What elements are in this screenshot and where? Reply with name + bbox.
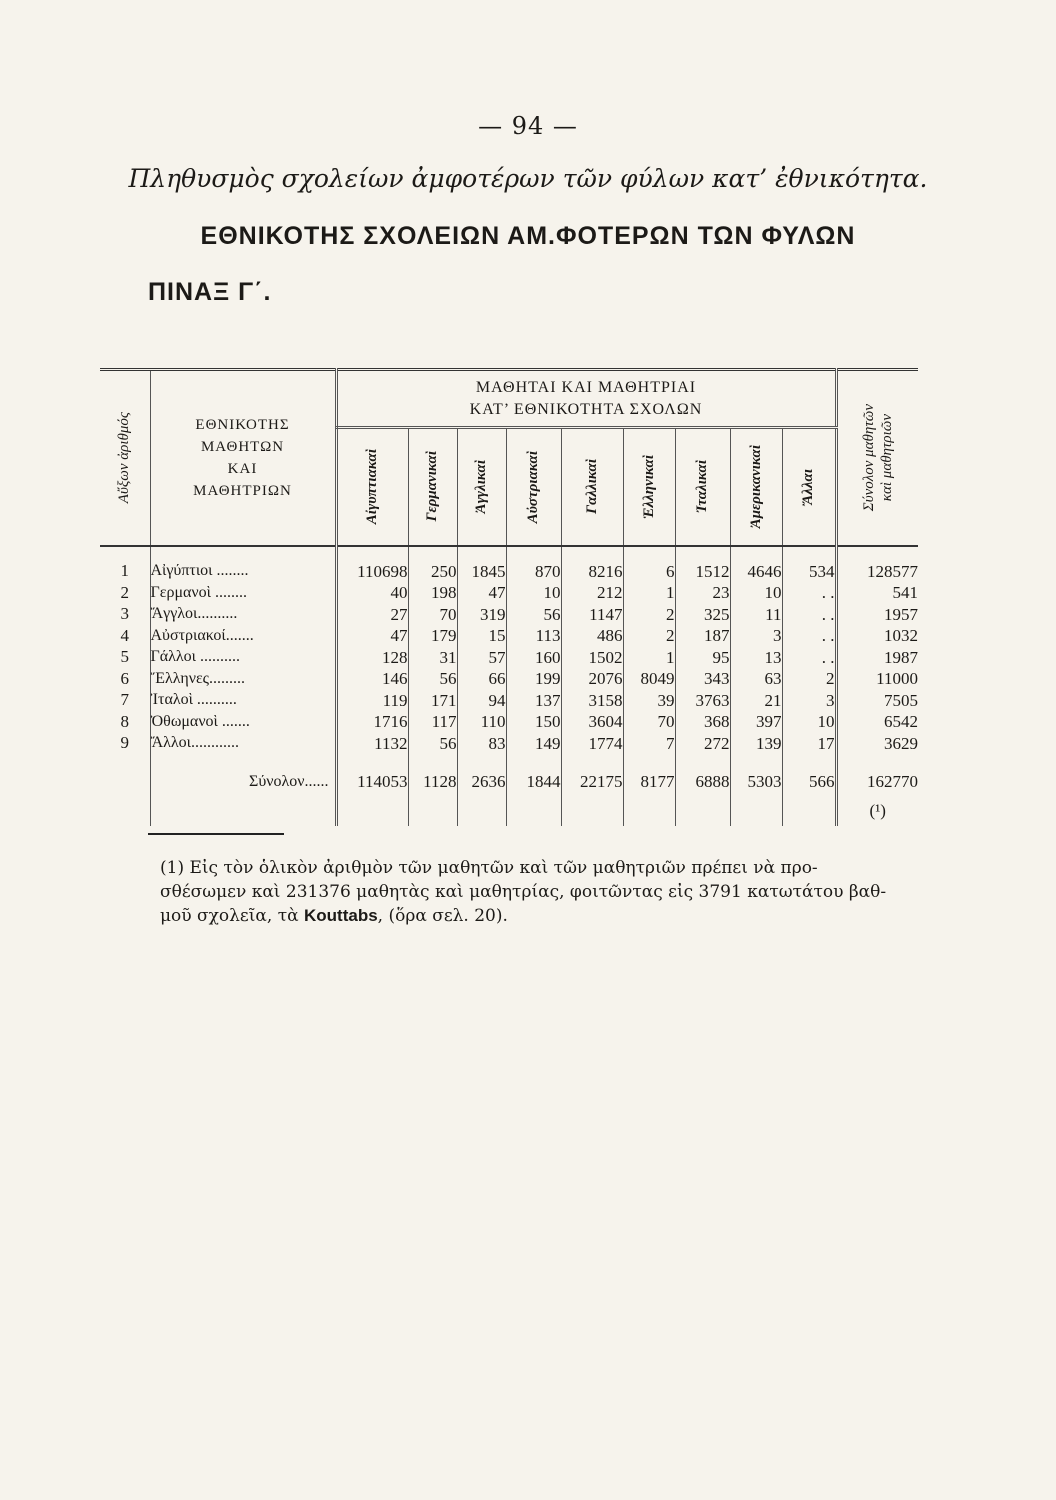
row-value: 47 — [457, 582, 506, 604]
page-subtitle: Πληθυσμὸς σχολείων ἀμφοτέρων τῶν φύλων κατ’ ἐθνικότητα. — [128, 164, 928, 193]
row-value: 95 — [675, 647, 730, 669]
row-value: 17 — [782, 733, 836, 755]
total-value: 8177 — [623, 768, 675, 796]
row-value: 57 — [457, 647, 506, 669]
row-value: 3763 — [675, 690, 730, 712]
row-value: 1132 — [336, 733, 408, 755]
row-value: 272 — [675, 733, 730, 755]
table-row — [100, 711, 918, 733]
row-value: 343 — [675, 668, 730, 690]
row-value: 21 — [730, 690, 782, 712]
row-value: 150 — [506, 711, 561, 733]
row-value: 1512 — [675, 561, 730, 583]
school-column-label: Ἄλλαι — [800, 468, 816, 505]
table-row — [100, 647, 918, 669]
row-value: 250 — [408, 561, 457, 583]
school-column-header — [506, 428, 561, 546]
row-nationality: Ἕλληνες......... — [150, 668, 336, 690]
footnote-rule — [148, 833, 284, 835]
table-row — [100, 733, 918, 755]
table-row — [100, 582, 918, 604]
footnote-bold-term: Kouttabs — [304, 906, 378, 925]
nationality-header-line: ΜΑΘΗΤΩΝ — [200, 438, 285, 455]
school-column-label: Αὐστριακαὶ — [525, 450, 541, 523]
row-value: 149 — [506, 733, 561, 755]
row-total: 1957 — [836, 604, 918, 626]
row-value: 2 — [782, 668, 836, 690]
row-total: 6542 — [836, 711, 918, 733]
row-value: 56 — [408, 668, 457, 690]
row-value: 66 — [457, 668, 506, 690]
row-value: 870 — [506, 561, 561, 583]
row-value: 6 — [623, 561, 675, 583]
school-column-header — [730, 428, 782, 546]
school-column-label: Γαλλικαὶ — [583, 459, 600, 515]
total-column-label — [860, 404, 896, 511]
table-row — [100, 668, 918, 690]
row-value: 110698 — [336, 561, 408, 583]
row-value: 146 — [336, 668, 408, 690]
school-group-header — [336, 370, 836, 428]
row-value: 3 — [730, 625, 782, 647]
row-nationality: Αὐστριακοί....... — [150, 625, 336, 647]
row-value: . . — [782, 582, 836, 604]
row-nationality: Ὀθωμανοὶ ....... — [150, 711, 336, 733]
row-value: 1147 — [561, 604, 623, 626]
footnote-text: , (ὅρα σελ. 20). — [377, 906, 508, 926]
school-column-label: Γερμανικαὶ — [424, 451, 440, 523]
row-index: 7 — [120, 690, 129, 710]
row-value: 2 — [623, 625, 675, 647]
total-row-label: Σύνολον...... — [150, 768, 336, 796]
school-column-label: Ἑλληνικαὶ — [640, 454, 657, 519]
row-value: 15 — [457, 625, 506, 647]
school-column-header — [782, 428, 836, 546]
row-value: 212 — [561, 582, 623, 604]
row-value: 56 — [408, 733, 457, 755]
row-value: 56 — [506, 604, 561, 626]
row-value: 31 — [408, 647, 457, 669]
row-value: 7 — [623, 733, 675, 755]
row-nationality: Ἄγγλοι.......... — [150, 604, 336, 626]
row-value: 199 — [506, 668, 561, 690]
row-total: 3629 — [836, 733, 918, 755]
row-value: 110 — [457, 711, 506, 733]
nationality-header-line: ΜΑΘΗΤΡΙΩΝ — [193, 482, 292, 499]
row-value: 8216 — [561, 561, 623, 583]
row-value: 368 — [675, 711, 730, 733]
row-value: 160 — [506, 647, 561, 669]
group-header-line: ΚΑΤ’ ΕΘΝΙΚΟΤΗΤΑ ΣΧΟΛΩΝ — [469, 400, 703, 418]
table-row — [100, 690, 918, 712]
row-value: 2 — [623, 604, 675, 626]
row-value: 10 — [782, 711, 836, 733]
total-header-line: Σύνολον μαθητῶν — [860, 404, 877, 512]
row-value: 3 — [782, 690, 836, 712]
page-number: — 94 — — [478, 112, 578, 140]
row-value: 179 — [408, 625, 457, 647]
row-value: 70 — [623, 711, 675, 733]
row-value: 47 — [336, 625, 408, 647]
total-value: 6888 — [675, 768, 730, 796]
school-column-label: Αἰγυπτιακαὶ — [364, 449, 380, 525]
row-index: 1 — [120, 561, 129, 581]
row-value: 128 — [336, 647, 408, 669]
total-column-header — [836, 370, 918, 546]
row-value: 1502 — [561, 647, 623, 669]
row-value: 1 — [623, 647, 675, 669]
row-value: 319 — [457, 604, 506, 626]
total-value: 2636 — [457, 768, 506, 796]
total-note-mark: (¹) — [836, 796, 918, 826]
total-value: 1128 — [408, 768, 457, 796]
row-value: 198 — [408, 582, 457, 604]
row-value: 13 — [730, 647, 782, 669]
total-value: 1844 — [506, 768, 561, 796]
row-total: 1987 — [836, 647, 918, 669]
row-index: 6 — [120, 668, 129, 688]
nationality-header-line: ΚΑΙ — [227, 460, 258, 477]
footnote-text: μοῦ σχολεῖα, τὰ — [160, 906, 304, 926]
row-value: 1774 — [561, 733, 623, 755]
row-value: 3604 — [561, 711, 623, 733]
total-value: 5303 — [730, 768, 782, 796]
row-total: 7505 — [836, 690, 918, 712]
row-value: 171 — [408, 690, 457, 712]
row-value: . . — [782, 625, 836, 647]
row-value: 23 — [675, 582, 730, 604]
row-value: 1716 — [336, 711, 408, 733]
total-row-index — [100, 768, 150, 796]
row-value: 325 — [675, 604, 730, 626]
total-value: 22175 — [561, 768, 623, 796]
row-nationality: Ἄλλοι............ — [150, 733, 336, 755]
row-total: 128577 — [836, 561, 918, 583]
row-value: 1845 — [457, 561, 506, 583]
nationality-table — [100, 368, 918, 826]
table-row — [100, 625, 918, 647]
row-total: 541 — [836, 582, 918, 604]
row-value: 63 — [730, 668, 782, 690]
row-total: 1032 — [836, 625, 918, 647]
row-nationality: Ἰταλοὶ .......... — [150, 690, 336, 712]
nationality-column-header — [150, 370, 336, 546]
row-value: . . — [782, 604, 836, 626]
row-value: . . — [782, 647, 836, 669]
row-value: 117 — [408, 711, 457, 733]
school-column-header — [457, 428, 506, 546]
row-value: 2076 — [561, 668, 623, 690]
row-index: 4 — [120, 625, 129, 645]
row-value: 486 — [561, 625, 623, 647]
school-column-header — [408, 428, 457, 546]
footnote-line — [160, 904, 920, 928]
row-value: 83 — [457, 733, 506, 755]
row-value: 94 — [457, 690, 506, 712]
row-index: 2 — [120, 582, 129, 602]
row-value: 39 — [623, 690, 675, 712]
footnote-line: (1) Εἰς τὸν ὁλικὸν ἀριθμὸν τῶν μαθητῶν καὶ τῶν μαθητριῶν πρέπει νὰ προ- — [160, 858, 818, 878]
row-value: 40 — [336, 582, 408, 604]
group-header-line: ΜΑΘΗΤΑΙ ΚΑΙ ΜΑΘΗΤΡΙΑΙ — [475, 378, 697, 396]
index-column-label: Αὔξων ἀριθμός — [116, 412, 133, 504]
row-nationality: Αἰγύπτιοι ........ — [150, 561, 336, 583]
row-total: 11000 — [836, 668, 918, 690]
table-body — [100, 546, 918, 827]
row-value: 10 — [730, 582, 782, 604]
school-column-label: Ἀμερικανικαὶ — [747, 445, 764, 529]
school-column-header — [623, 428, 675, 546]
row-value: 3158 — [561, 690, 623, 712]
index-column-header — [100, 370, 150, 546]
table-row — [100, 604, 918, 626]
row-value: 534 — [782, 561, 836, 583]
school-column-header — [675, 428, 730, 546]
row-index: 9 — [120, 733, 129, 753]
nationality-header-line: ΕΘΝΙΚΟΤΗΣ — [195, 416, 290, 433]
total-row — [100, 768, 918, 796]
footnote — [160, 856, 920, 928]
row-value: 70 — [408, 604, 457, 626]
row-value: 137 — [506, 690, 561, 712]
row-value: 119 — [336, 690, 408, 712]
row-index: 8 — [120, 711, 129, 731]
grand-total: 162770 — [836, 768, 918, 796]
row-nationality: Γάλλοι .......... — [150, 647, 336, 669]
table-row — [100, 561, 918, 583]
row-value: 397 — [730, 711, 782, 733]
row-value: 10 — [506, 582, 561, 604]
table-heading: ΕΘΝΙΚΟΤΗΣ ΣΧΟΛΕΙΩΝ ΑΜ.ΦΟΤΕΡΩΝ ΤΩΝ ΦΥΛΩΝ — [200, 222, 856, 250]
nationality-table-wrapper — [100, 368, 920, 826]
school-column-header — [336, 428, 408, 546]
total-value: 114053 — [336, 768, 408, 796]
school-column-label: Ἀγγλικαὶ — [473, 460, 489, 514]
row-value: 1 — [623, 582, 675, 604]
row-value: 139 — [730, 733, 782, 755]
row-value: 27 — [336, 604, 408, 626]
row-value: 11 — [730, 604, 782, 626]
school-column-header — [561, 428, 623, 546]
table-label: ΠΙΝΑΞ Γ΄. — [148, 278, 272, 306]
row-value: 8049 — [623, 668, 675, 690]
total-value: 566 — [782, 768, 836, 796]
school-column-label: Ἰταλικαὶ — [694, 460, 710, 514]
row-nationality: Γερμανοὶ ........ — [150, 582, 336, 604]
footnote-line: σθέσωμεν καὶ 231376 μαθητὰς καὶ μαθητρίας, φοιτῶντας εἰς 3791 κατωτάτου βαθ- — [160, 882, 887, 902]
row-value: 113 — [506, 625, 561, 647]
row-index: 3 — [120, 604, 129, 624]
row-value: 4646 — [730, 561, 782, 583]
row-index: 5 — [120, 647, 129, 667]
total-header-line: καὶ μαθητριῶν — [878, 414, 895, 502]
row-value: 187 — [675, 625, 730, 647]
